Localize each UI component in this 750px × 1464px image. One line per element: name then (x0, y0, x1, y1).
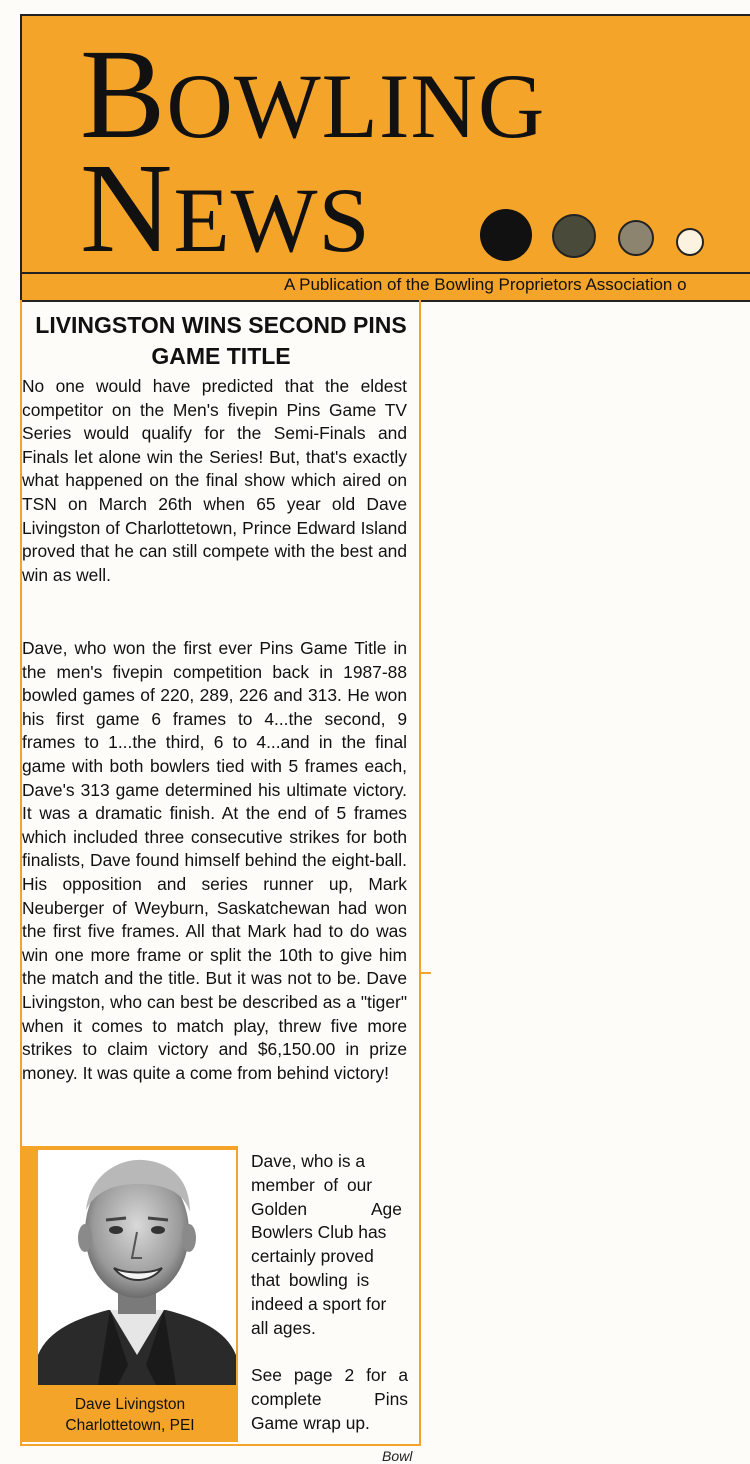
portrait-photo (38, 1150, 236, 1385)
sidebar-line: Bowlers Club has (251, 1222, 387, 1243)
title-initial-n: N (80, 137, 174, 279)
sidebar-line: that bowling is (251, 1269, 370, 1290)
see-page-note: See page 2 for a complete Pins Game wrap up. (251, 1365, 408, 1433)
masthead-divider (22, 272, 750, 274)
title-initial-b: B (80, 23, 167, 165)
photo-caption-place: Charlottetown, PEI (65, 1417, 195, 1434)
title-rest-owling: OWLING (166, 55, 546, 157)
photo-caption-name: Dave Livingston (74, 1396, 186, 1413)
column-rule-tick (421, 972, 431, 974)
sidebar-line: Golden Age (251, 1198, 402, 1219)
bowling-ball-icon-small (618, 220, 654, 256)
masthead (20, 14, 750, 302)
masthead-tagline: A Publication of the Bowling Proprietors Association o (284, 275, 687, 294)
article-paragraph-2: Dave, who won the first ever Pins Game Title in the men's fivepin competition back in 1987-88 bowled games of 220, 289, 226 and 313. He won his first game 6 frames to 4...the second, 9 frames to 1...the third, 6 to 4...and in the final game with both bowlers tied with 5 frames each, Dave's 313 game determined his ultimate victory. It was a dramatic finish. At the end of 5 frames which included three consecutive strikes for both finalists, Dave found himself behind the eight-ball. His opposition and series runner up, Mark Neuberger of Weyburn, Saskatchewan had won the first five frames. All that Mark had to do was win one more frame or split the 10th to give him the match and the title. But it was not to be. Dave Livingston, who can best be described as a "tiger" when it comes to match play, threw five more strikes to claim victory and $6,150.00 in prize money. It was quite a come from behind victory! (22, 638, 407, 1083)
sidebar-line: member of our (251, 1174, 373, 1195)
portrait-illustration (38, 1150, 236, 1385)
sidebar-line: certainly proved (251, 1246, 374, 1267)
sidebar-line: Dave, who is a (251, 1151, 366, 1171)
masthead-title-news (80, 137, 371, 279)
article-headline: LIVINGSTON WINS SECOND PINS GAME TITLE (35, 312, 407, 369)
title-rest-ews: EWS (173, 169, 371, 271)
sidebar-paragraph (251, 1150, 408, 1340)
bowling-ball-icon-tiny (676, 228, 704, 256)
bowling-ball-icon-medium (552, 214, 596, 258)
article-paragraph-1: No one would have predicted that the eldest competitor on the Men's fivepin Pins Game TV Series would qualify for the Semi-Finals and Finals let alone win the Series! But, that's exactly what happened on the final show which aired on TSN on March 26th when 65 year old Dave Livingston of Charlottetown, Prince Edward Island proved that he can still compete with the best and win as well. (22, 376, 407, 585)
sidebar-line: indeed a sport for (251, 1293, 387, 1314)
bowling-ball-icon-large (480, 209, 532, 261)
sidebar-line: all ages. (251, 1317, 316, 1338)
photo-panel (22, 1146, 238, 1442)
footer-fragment: Bowl (382, 1448, 413, 1464)
